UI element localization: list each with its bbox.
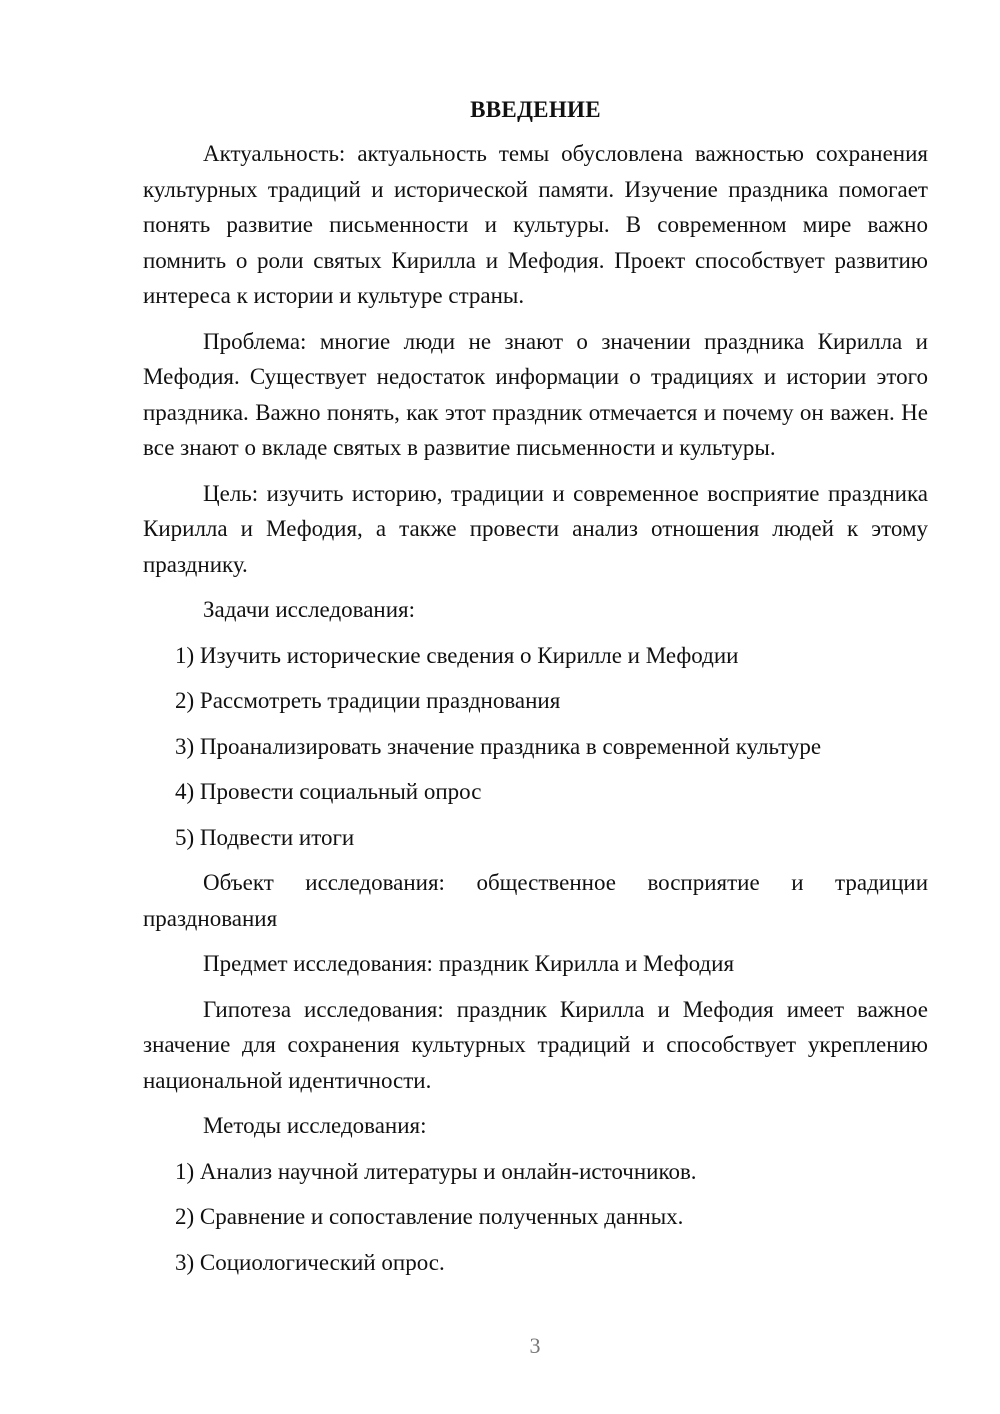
goal-paragraph: Цель: изучить историю, традиции и современное восприятие праздника Кирилла и Мефодия, а также провести анализ отношения людей к этому празднику. <box>143 480 928 577</box>
hypothesis-paragraph: Гипотеза исследования: праздник Кирилла и Мефодия имеет важное значение для сохранения культурных традиций и способствует укреплению национальной идентичности. <box>143 996 928 1093</box>
task-item: 4) Провести социальный опрос <box>175 779 482 804</box>
page-number: 3 <box>529 1333 541 1358</box>
task-item: 1) Изучить исторические сведения о Кирилле и Мефодии <box>175 642 739 668</box>
task-item: 2) Рассмотреть традиции празднования <box>175 688 561 713</box>
section-title: ВВЕДЕНИЕ <box>470 97 601 122</box>
document-page <box>143 95 928 1290</box>
tasks-list <box>143 638 928 856</box>
method-item: 1) Анализ научной литературы и онлайн-источников. <box>175 1158 697 1184</box>
methods-list <box>143 1154 928 1281</box>
method-item: 3) Социологический опрос. <box>175 1249 445 1275</box>
object-paragraph: Объект исследования: общественное восприятие и традиции празднования <box>143 870 928 931</box>
problem-paragraph: Проблема: многие люди не знают о значении праздника Кирилла и Мефодия. Существует недостаток информации о традициях и истории этого праздника. Важно понять, как этот праздник отмечается и почему он важен. Не все знают о вкладе святых в развитие письменности и культуры. <box>143 328 928 460</box>
tasks-heading: Задачи исследования: <box>203 597 416 622</box>
relevance-paragraph: Актуальность: актуальность темы обусловлена важностью сохранения культурных традиций и исторической памяти. Изучение праздника помогает понять развитие письменности и культуры. В современном мире важно помнить о роли святых Кирилла и Мефодия. Проект способствует развитию интереса к истории и культуре страны. <box>143 141 928 308</box>
task-item: 3) Проанализировать значение праздника в современной культуре <box>175 733 822 759</box>
method-item: 2) Сравнение и сопоставление полученных данных. <box>175 1204 684 1229</box>
task-item: 5) Подвести итоги <box>175 824 355 850</box>
subject-paragraph: Предмет исследования: праздник Кирилла и Мефодия <box>203 951 735 976</box>
methods-heading: Методы исследования: <box>203 1113 427 1138</box>
